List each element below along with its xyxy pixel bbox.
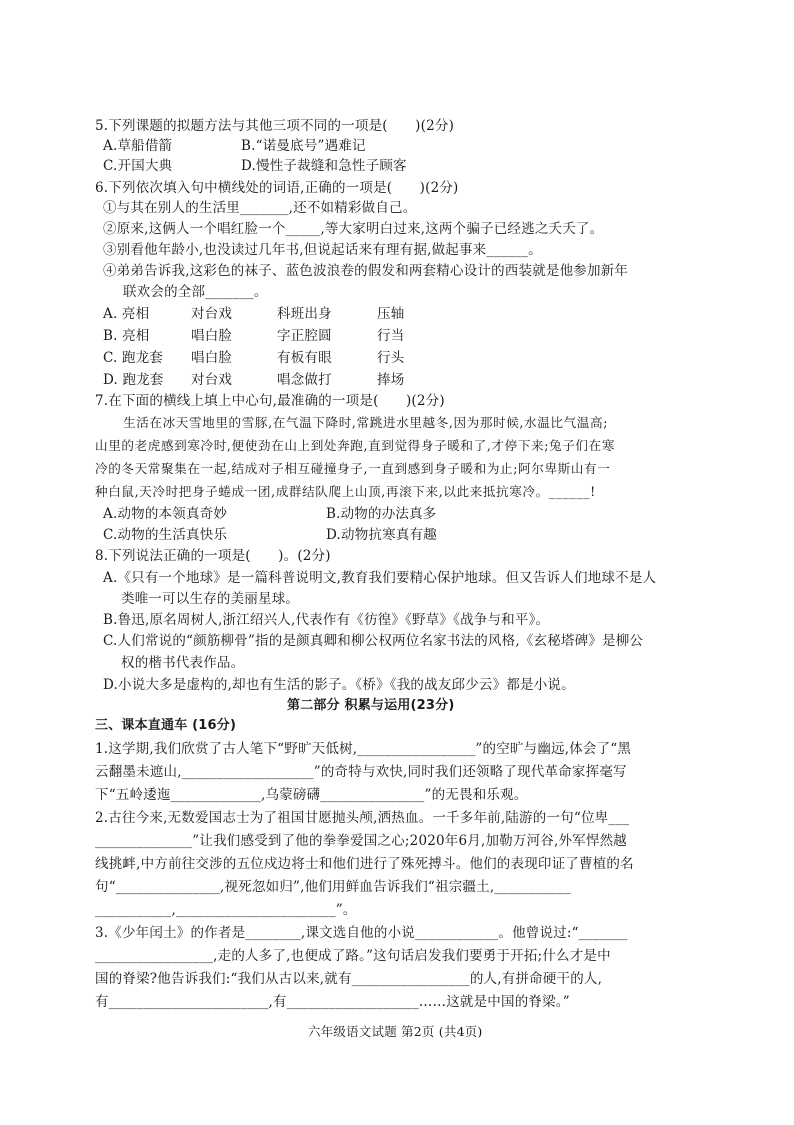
q8-stem: 8.下列说法正确的一项是( )。(2分) <box>95 548 331 564</box>
q5-option-d: D.慢性子裁缝和急性子顾客 <box>241 158 407 174</box>
q6-choice-d-1: D. 跑龙套 <box>103 372 164 388</box>
q6-sentence-1: ①与其在别人的生活里_______,还不如精彩做自己。 <box>103 200 417 216</box>
q6-choice-b-1: B. 亮相 <box>103 328 150 344</box>
q7-option-d: D.动物抗寒真有趣 <box>326 527 437 543</box>
q6-choice-a-1: A. 亮相 <box>103 306 150 322</box>
q6-choice-d-3: 唱念做打 <box>277 372 332 388</box>
q6-choice-a-4: 压轴 <box>377 306 405 322</box>
q5-option-c: C.开国大典 <box>103 158 173 174</box>
q6-sentence-3: ③别看他年龄小,也没读过几年书,但说起话来有理有据,做起事来______。 <box>103 242 542 258</box>
q6-choice-d-2: 对台戏 <box>191 372 233 388</box>
page-footer: 六年级语文试题 第2页 (共4页) <box>308 1024 483 1039</box>
q6-choice-a-3: 科班出身 <box>277 306 332 322</box>
q6-choice-b-4: 行当 <box>377 328 405 344</box>
part2-title: 第二部分 积累与运用(23分) <box>287 698 455 713</box>
q6-sentence-4: ④弟弟告诉我,这彩色的袜子、蓝色波浪卷的假发和两套精心设计的西装就是他参加新年 <box>103 263 629 279</box>
s3-line-3: 下“五岭逶迤_____________,乌蒙磅礴_______________”的无畏和乐观。 <box>95 787 528 803</box>
s3-line-8: ___________,_______________________”。 <box>95 902 357 918</box>
q7-option-b: B.动物的办法真多 <box>326 506 437 522</box>
q6-choice-c-1: C. 跑龙套 <box>103 350 164 366</box>
q7-passage-1: 生活在冰天雪地里的雪豚,在气温下降时,常跳进水里越冬,因为那时候,水温比气温高; <box>123 415 609 430</box>
q7-stem: 7.在下面的横线上填上中心句,最准确的一项是( )(2分) <box>95 393 445 409</box>
q8-line-b: B.鲁迅,原名周树人,浙江绍兴人,代表作有《彷徨》《野草》《战争与和平》。 <box>103 612 550 628</box>
q8-line-c1: C.人们常说的“颜筋柳骨”指的是颜真卿和柳公权两位名家书法的风格,《玄秘塔碑》是柳公 <box>103 633 644 649</box>
s3-line-5: ______________”让我们感受到了他的拳拳爱国之心;2020年6月,加勒万河谷,外军悍然越 <box>95 833 627 849</box>
q6-sentence-4-cont: 联欢会的全部_______。 <box>123 284 268 300</box>
s3-line-6: 线挑衅,中方前往交涉的五位戍边将士和他们进行了殊死搏斗。他们的表现印证了曹植的名 <box>95 856 634 872</box>
q6-choice-c-4: 行头 <box>377 350 405 366</box>
q6-choice-a-2: 对台戏 <box>191 306 233 322</box>
q5-option-a: A.草船借箭 <box>103 138 173 154</box>
s3-line-1: 1.这学期,我们欣赏了古人笔下“野旷天低树,_________________”的空旷与幽远,体会了“黑 <box>95 741 632 757</box>
q7-passage-3: 冷的冬天常聚集在一起,结成对子相互碰撞身子,一直到感到身子暖和为止;阿尔卑斯山有一 <box>95 461 611 476</box>
s3-line-7: 句“_______________,视死忽如归”,他们用鲜血告诉我们“祖宗疆土,___________ <box>95 879 571 895</box>
s3-line-9: 3.《少年闰土》的作者是________,课文选自他的小说____________。他曾说过:“_______ <box>95 925 628 941</box>
q8-line-c2: 权的楷书代表作品。 <box>121 655 245 671</box>
q6-sentence-2: ②原来,这俩人一个唱红脸一个_____,等大家明白过来,这两个骗子已经逃之夭夭了。 <box>103 221 604 237</box>
q8-line-a2: 类唯一可以生存的美丽星球。 <box>121 591 300 607</box>
section3-title: 三、课本直通车 (16分) <box>95 718 237 733</box>
s3-line-10: _________________,走的人多了,也便成了路。”这句话启发我们要勇于开拓;什么才是中 <box>95 948 611 964</box>
s3-line-12: 有_______________________,有___________________……这就是中国的脊梁。” <box>95 994 570 1010</box>
q8-line-a1: A.《只有一个地球》是一篇科普说明文,教育我们要精心保护地球。但又告诉人们地球不是人 <box>103 570 657 586</box>
q6-choice-d-4: 捧场 <box>377 372 405 388</box>
q7-passage-2: 山里的老虎感到寒冷时,便使劲在山上到处奔跑,直到觉得身子暖和了,才停下来;兔子们在寒 <box>95 438 616 453</box>
q5-stem: 5.下列课题的拟题方法与其他三项不同的一项是( )(2分) <box>95 118 455 134</box>
q6-choice-b-2: 唱白脸 <box>191 328 233 344</box>
q5-option-b: B.“诺曼底号”遇难记 <box>241 138 366 154</box>
q7-passage-4: 种白鼠,天冷时把身子蜷成一团,成群结队爬上山顶,再滚下来,以此来抵抗寒冷。______! <box>95 484 596 499</box>
q6-choice-c-3: 有板有眼 <box>277 350 332 366</box>
q7-option-a: A.动物的本领真奇妙 <box>103 506 228 522</box>
q6-stem: 6.下列依次填入句中横线处的词语,正确的一项是( )(2分) <box>95 180 459 196</box>
s3-line-4: 2.古往今来,无数爱国志士为了祖国甘愿抛头颅,洒热血。一千多年前,陆游的一句“位卑___ <box>95 810 630 826</box>
s3-line-2: 云翻墨未遮山,___________________”的奇特与欢快,同时我们还领略了现代革命家挥毫写 <box>95 764 627 780</box>
q6-choice-b-3: 字正腔圆 <box>277 328 332 344</box>
q7-option-c: C.动物的生活真快乐 <box>103 527 228 543</box>
q8-line-d: D.小说大多是虚构的,却也有生活的影子。《桥》《我的战友邱少云》都是小说。 <box>103 677 575 693</box>
q6-choice-c-2: 唱白脸 <box>191 350 233 366</box>
s3-line-11: 国的脊梁?他告诉我们:“我们从古以来,就有_________________的人,有拼命硬干的人, <box>95 971 603 987</box>
